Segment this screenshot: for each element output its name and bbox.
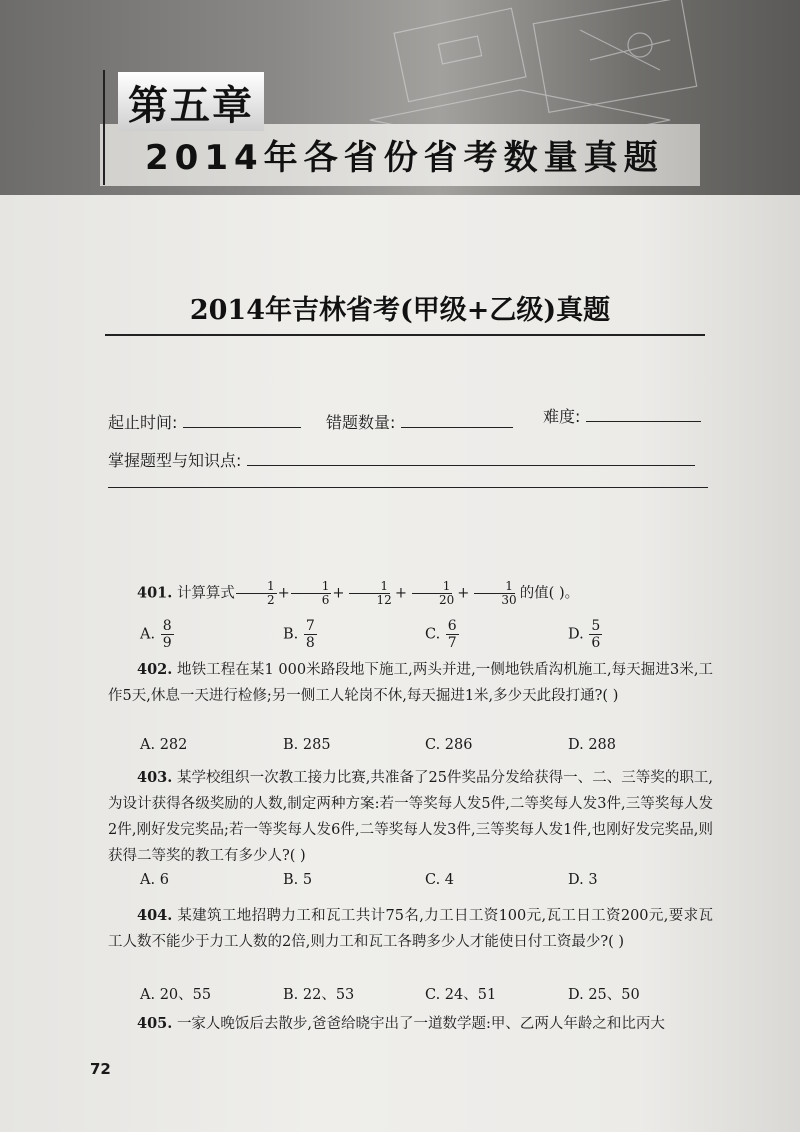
question-402 — [108, 657, 713, 709]
option-b: B. 22、53 — [283, 987, 355, 1003]
question-text: 某建筑工地招聘力工和瓦工共计75名,力工日工资100元,瓦工日工资200元,要求瓦工人数不能少于力工人数的2倍,则力工和瓦工各聘多少人才能使日付工资最少?( ) — [108, 908, 713, 950]
question-number: 402. — [137, 661, 173, 678]
wrong-count-blank — [401, 413, 513, 428]
section-underline — [105, 334, 705, 336]
fraction: $\frac{1}{20}$ — [408, 580, 456, 607]
fraction: $\frac{1}{6}$ — [291, 580, 332, 607]
option-c: C. 4 — [425, 872, 455, 888]
fraction: $\frac{1}{30}$ — [470, 580, 518, 607]
option-c: C. 24、51 — [425, 987, 497, 1003]
option-a: A. 6 — [140, 872, 169, 888]
option-a: A. 282 — [140, 737, 188, 753]
question-404 — [108, 903, 713, 955]
wrong-count-label: 错题数量: — [326, 413, 396, 432]
question-number: 403. — [137, 769, 173, 786]
question-text: 计算算式 — [176, 585, 235, 602]
question-number: 404. — [137, 907, 173, 924]
page-number: 72 — [90, 1060, 111, 1078]
question-405 — [108, 1011, 713, 1037]
option-b: B. $\frac{7}{8}$ — [283, 618, 315, 651]
knowledge-blank — [247, 451, 695, 466]
option-a: A. $\frac{8}{9}$ — [140, 618, 172, 651]
question-text: 地铁工程在某1 000米路段地下施工,两头并进,一侧地铁盾沟机施工,每天掘进3米,工作5天,休息一天进行检修;另一侧工人轮岗不休,每天掘进1米,多少天此段打通?( ) — [108, 662, 714, 704]
option-d: D. $\frac{5}{6}$ — [568, 618, 601, 651]
option-c: C. $\frac{6}{7}$ — [425, 618, 457, 651]
question-text-tail: 的值( )。 — [519, 585, 580, 602]
question-403 — [108, 765, 713, 869]
question-text: 一家人晚饭后去散步,爸爸给晓宇出了一道数学题:甲、乙两人年龄之和比丙大 — [176, 1016, 665, 1032]
start-time-label: 起止时间: — [108, 413, 178, 432]
option-a: A. 20、55 — [140, 987, 212, 1003]
difficulty-label: 难度: — [543, 407, 581, 426]
fraction: $\frac{1}{2}$ — [236, 580, 277, 607]
option-d: D. 288 — [568, 737, 617, 753]
start-time-blank — [183, 413, 301, 428]
option-b: B. 285 — [283, 737, 331, 753]
knowledge-label: 掌握题型与知识点: — [108, 451, 242, 470]
chapter-title: 2014年各省份省考数量真题 — [145, 138, 664, 178]
fraction: $\frac{1}{12}$ — [346, 580, 394, 607]
question-text: 某学校组织一次教工接力比赛,共准备了25件奖品分发给获得一、二、三等奖的职工,为设计获得各级奖励的人数,制定两种方案:若一等奖每人发5件,二等奖每人发3件,三等奖每人发2件,刚好发完奖品;若一等奖每人发6件,二等奖每人发3件,三等奖每人发1件,也刚好发完奖品,则获得二等奖的教工有多少人?( ) — [108, 770, 714, 864]
form-bottom-rule — [108, 487, 708, 488]
chapter-vertical-rule — [103, 70, 105, 185]
section-title: 2014年吉林省考(甲级+乙级)真题 — [189, 295, 611, 326]
question-401: 401. 计算算式 $\frac{1}{2}$ + $\frac{1}{6}$ + $\frac{1}{12}$ + $\frac{1}{20}$ + $\frac{1}{30}$ 的值( )。 — [137, 579, 580, 607]
chapter-label: 第五章 — [118, 72, 264, 131]
option-d: D. 25、50 — [568, 987, 640, 1003]
option-c: C. 286 — [425, 737, 473, 753]
question-number: 405. — [137, 1015, 173, 1032]
difficulty-blank — [586, 407, 701, 422]
option-d: D. 3 — [568, 872, 598, 888]
option-b: B. 5 — [283, 872, 313, 888]
question-number: 401. — [137, 584, 173, 602]
